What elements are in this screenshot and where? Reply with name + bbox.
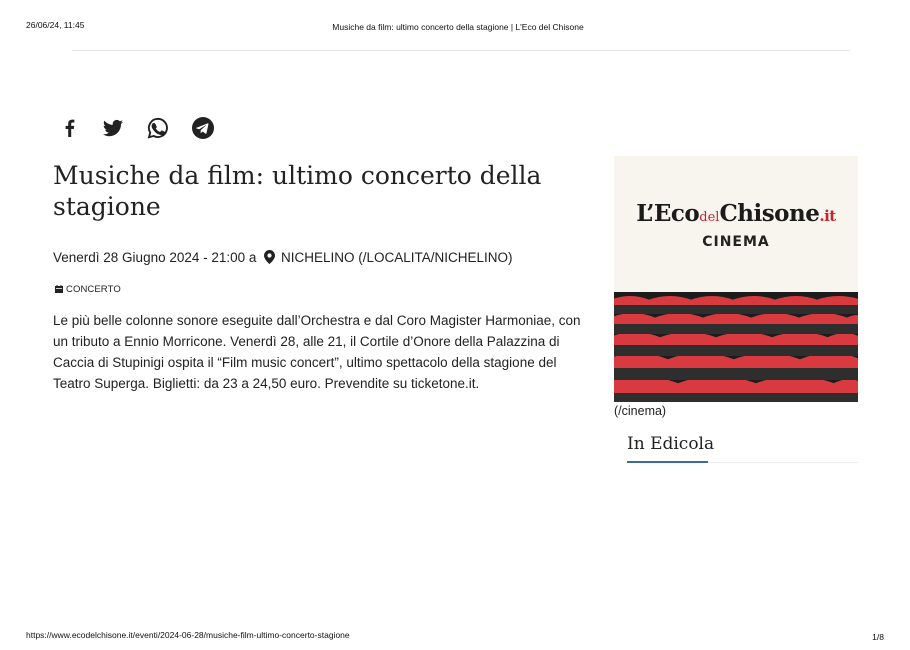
edicola-underline <box>627 461 708 463</box>
event-meta <box>53 250 513 267</box>
cinema-link[interactable]: (/cinema) <box>614 404 667 418</box>
event-category <box>55 284 121 296</box>
share-telegram-button[interactable] <box>191 116 215 140</box>
promo-logo-area <box>614 156 858 292</box>
print-page-number: 1/8 <box>872 632 884 642</box>
print-datetime: 26/06/24, 11:45 <box>26 20 85 30</box>
promo-section-label: CINEMA <box>702 234 770 250</box>
article-title: Musiche da film: ultimo concerto della stagione <box>53 161 542 221</box>
eco-del-chisone-logo: L’EcodelChisone.it <box>636 200 836 227</box>
event-datetime: Venerdì 28 Giugno 2024 - 21:00 a <box>53 250 257 265</box>
event-category-label: CONCERTO <box>66 284 121 295</box>
share-twitter-button[interactable] <box>101 116 125 140</box>
print-header <box>26 20 890 36</box>
article-body: Le più belle colonne sonore eseguite dall’Orchestra e dal Coro Magister Harmoniae, con un tributo a Ennio Morricone. Venerdì 28, alle 21, il Cortile d’Onore della Palazzina di Caccia di Stupinigi ospita il “Film music concert”, ultimo spettacolo della stagione del Teatro Superga. Biglietti: da 23 a 24,50 euro. Prevendite su ticketone.it. <box>53 313 581 391</box>
print-footer <box>26 630 884 640</box>
telegram-icon <box>191 116 215 140</box>
cinema-seats-image <box>614 292 858 402</box>
header-divider <box>72 50 850 51</box>
share-facebook-button[interactable] <box>58 116 82 140</box>
print-url: https://www.ecodelchisone.it/eventi/2024-06-28/musiche-film-ultimo-concerto-stagione <box>26 630 350 640</box>
share-whatsapp-button[interactable] <box>146 116 170 140</box>
facebook-icon <box>58 116 82 140</box>
location-pin-icon <box>264 250 275 267</box>
print-page-title: Musiche da film: ultimo concerto della stagione | L'Eco del Chisone <box>332 22 584 32</box>
twitter-icon <box>101 116 125 140</box>
calendar-icon <box>55 285 63 296</box>
sidebar-divider <box>708 462 858 463</box>
cinema-promo-banner[interactable] <box>614 156 858 402</box>
in-edicola-heading: In Edicola <box>627 434 715 454</box>
whatsapp-icon <box>146 116 170 140</box>
event-location-link[interactable]: NICHELINO (/LOCALITA/NICHELINO) <box>280 250 513 265</box>
